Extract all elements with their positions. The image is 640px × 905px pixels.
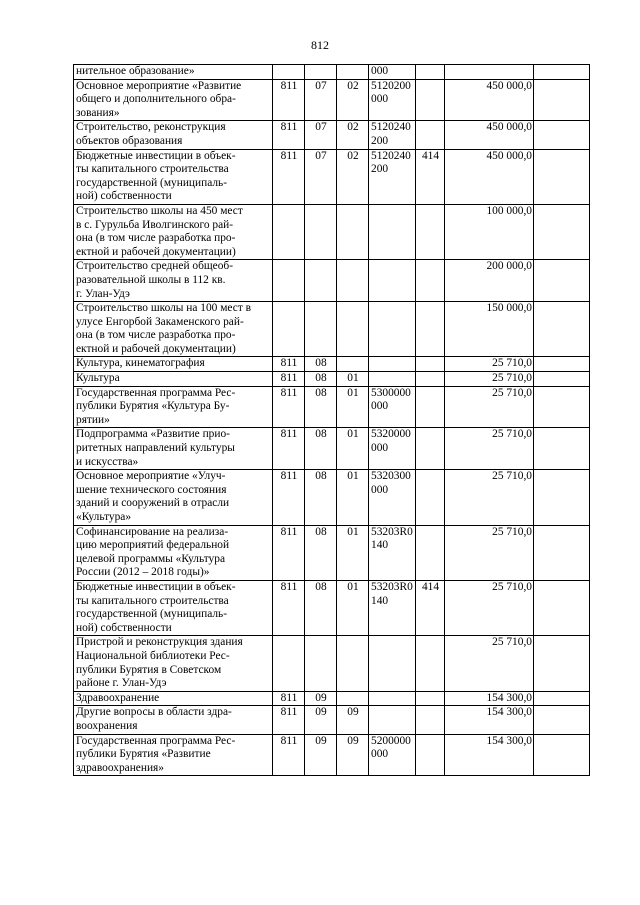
target-item-code-cell-line: 000 [371, 748, 389, 761]
item-name-cell-line: Строительство, реконструкция [76, 121, 226, 134]
section-code-cell: 07 [305, 79, 337, 121]
item-name-cell-line: зования» [76, 106, 120, 119]
item-name-cell-line: Подпрограмма «Развитие прио- [76, 428, 230, 441]
table-row [74, 734, 590, 776]
item-name-cell-line: районе г. Улан-Удэ [76, 677, 167, 690]
empty-column-cell [534, 691, 590, 706]
item-name-cell [74, 636, 273, 691]
section-code-cell: 09 [305, 691, 337, 706]
amount-cell: 100 000,0 [445, 204, 534, 259]
amount-cell: 150 000,0 [445, 302, 534, 357]
target-item-code-cell [369, 121, 416, 149]
expense-type-code-cell [416, 65, 445, 80]
table-row [74, 470, 590, 525]
item-name-cell-line: и искусства» [76, 455, 139, 468]
target-item-code-cell-line: 200 [371, 134, 389, 147]
item-name-cell-line: улусе Енгорбой Закаменского рай- [76, 315, 244, 328]
expense-type-code-cell [416, 372, 445, 387]
table-row [74, 525, 590, 580]
item-name-cell-line: г. Улан-Удэ [76, 287, 130, 300]
item-name-cell-line: шение технического состояния [76, 483, 227, 496]
department-code-cell: 811 [273, 79, 305, 121]
expense-type-code-cell [416, 706, 445, 734]
target-item-code-cell-line: 5120240 [371, 121, 411, 134]
section-code-cell: 08 [305, 470, 337, 525]
item-name-cell [74, 121, 273, 149]
item-name-cell-line: публики Бурятия в Советском [76, 663, 222, 676]
item-name-cell-line: публики Бурятия «Развитие [76, 748, 211, 761]
table-row [74, 65, 590, 80]
item-name-cell [74, 386, 273, 428]
amount-cell [445, 65, 534, 80]
target-item-code-cell-line: 5120200 [371, 79, 411, 92]
item-name-cell-line: целевой программы «Культура [76, 552, 226, 565]
empty-column-cell [534, 65, 590, 80]
item-name-cell-line: ты капитального строительства [76, 163, 229, 176]
item-name-cell [74, 470, 273, 525]
expense-type-code-cell [416, 470, 445, 525]
empty-column-cell [534, 357, 590, 372]
department-code-cell: 811 [273, 372, 305, 387]
subsection-code-cell: 09 [337, 706, 369, 734]
item-name-cell [74, 357, 273, 372]
table-row [74, 691, 590, 706]
expense-type-code-cell [416, 636, 445, 691]
item-name-cell [74, 65, 273, 80]
table-row [74, 204, 590, 259]
section-code-cell [305, 204, 337, 259]
expense-type-code-cell [416, 734, 445, 776]
target-item-code-cell-line: 53203R0 [371, 580, 413, 593]
subsection-code-cell [337, 204, 369, 259]
section-code-cell: 07 [305, 149, 337, 204]
section-code-cell [305, 65, 337, 80]
target-item-code-cell [369, 706, 416, 734]
item-name-cell-line: Бюджетные инвестиции в объек- [76, 149, 236, 162]
amount-cell: 200 000,0 [445, 260, 534, 302]
amount-cell: 450 000,0 [445, 79, 534, 121]
item-name-cell-line: в с. Гурульба Иволгинского рай- [76, 218, 234, 231]
department-code-cell: 811 [273, 121, 305, 149]
department-code-cell: 811 [273, 706, 305, 734]
item-name-cell-line: воохранения [76, 719, 138, 732]
target-item-code-cell [369, 65, 416, 80]
table-row [74, 386, 590, 428]
department-code-cell [273, 260, 305, 302]
department-code-cell [273, 204, 305, 259]
empty-column-cell [534, 372, 590, 387]
target-item-code-cell-line: 140 [371, 539, 389, 552]
subsection-code-cell [337, 260, 369, 302]
target-item-code-cell [369, 260, 416, 302]
item-name-cell-line: цию мероприятий федеральной [76, 539, 230, 552]
target-item-code-cell-line: 5320000 [371, 428, 411, 441]
empty-column-cell [534, 734, 590, 776]
item-name-cell-line: Другие вопросы в области здра- [76, 706, 232, 719]
item-name-cell-line: ной) собственности [76, 621, 172, 634]
target-item-code-cell-line: 140 [371, 594, 389, 607]
subsection-code-cell [337, 636, 369, 691]
expense-type-code-cell [416, 260, 445, 302]
item-name-cell [74, 691, 273, 706]
item-name-cell-line: ты капитального строительства [76, 594, 229, 607]
item-name-cell [74, 79, 273, 121]
table-row [74, 79, 590, 121]
subsection-code-cell: 01 [337, 386, 369, 428]
department-code-cell [273, 65, 305, 80]
department-code-cell [273, 636, 305, 691]
item-name-cell-line: государственной (муниципаль- [76, 608, 228, 621]
target-item-code-cell [369, 302, 416, 357]
subsection-code-cell [337, 65, 369, 80]
item-name-cell-line: Основное мероприятие «Развитие [76, 79, 242, 92]
section-code-cell: 08 [305, 580, 337, 635]
item-name-cell-line: она (в том числе разработка про- [76, 329, 236, 342]
item-name-cell-line: общего и дополнительного обра- [76, 93, 236, 106]
subsection-code-cell [337, 357, 369, 372]
item-name-cell-line: Пристрой и реконструкция здания [76, 636, 243, 649]
target-item-code-cell [369, 386, 416, 428]
table-row [74, 636, 590, 691]
expense-type-code-cell: 414 [416, 149, 445, 204]
section-code-cell: 08 [305, 372, 337, 387]
department-code-cell: 811 [273, 734, 305, 776]
empty-column-cell [534, 636, 590, 691]
expense-type-code-cell [416, 121, 445, 149]
item-name-cell-line: государственной (муниципаль- [76, 176, 228, 189]
department-code-cell: 811 [273, 580, 305, 635]
table-row [74, 706, 590, 734]
table-row [74, 149, 590, 204]
item-name-cell [74, 706, 273, 734]
subsection-code-cell [337, 302, 369, 357]
item-name-cell-line: разовательной школы в 112 кв. [76, 273, 226, 286]
target-item-code-cell-line: 5320300 [371, 470, 411, 483]
amount-cell: 154 300,0 [445, 734, 534, 776]
item-name-cell [74, 580, 273, 635]
target-item-code-cell-line: 000 [371, 442, 389, 455]
subsection-code-cell: 02 [337, 149, 369, 204]
subsection-code-cell: 02 [337, 121, 369, 149]
empty-column-cell [534, 302, 590, 357]
item-name-cell-line: Культура [76, 372, 120, 385]
target-item-code-cell [369, 79, 416, 121]
target-item-code-cell-line: 000 [371, 483, 389, 496]
item-name-cell-line: Государственная программа Рес- [76, 734, 236, 747]
subsection-code-cell: 01 [337, 470, 369, 525]
expense-type-code-cell [416, 386, 445, 428]
empty-column-cell [534, 386, 590, 428]
target-item-code-cell [369, 428, 416, 470]
item-name-cell-line: Здравоохранение [76, 691, 160, 704]
item-name-cell [74, 734, 273, 776]
target-item-code-cell-line: 000 [371, 93, 389, 106]
section-code-cell: 09 [305, 706, 337, 734]
target-item-code-cell-line: 5120240 [371, 149, 411, 162]
item-name-cell-line: ектной и рабочей документации) [76, 245, 236, 258]
item-name-cell-line: нительное образование» [76, 65, 195, 77]
section-code-cell [305, 636, 337, 691]
item-name-cell [74, 428, 273, 470]
subsection-code-cell: 09 [337, 734, 369, 776]
expense-type-code-cell [416, 302, 445, 357]
amount-cell: 25 710,0 [445, 525, 534, 580]
item-name-cell-line: Основное мероприятие «Улуч- [76, 470, 226, 483]
section-code-cell: 09 [305, 734, 337, 776]
item-name-cell [74, 372, 273, 387]
empty-column-cell [534, 706, 590, 734]
expense-type-code-cell [416, 525, 445, 580]
item-name-cell [74, 204, 273, 259]
target-item-code-cell [369, 734, 416, 776]
section-code-cell: 08 [305, 428, 337, 470]
subsection-code-cell: 01 [337, 580, 369, 635]
item-name-cell-line: Строительство школы на 450 мест [76, 204, 243, 217]
item-name-cell-line: публики Бурятия «Культура Бу- [76, 400, 230, 413]
department-code-cell: 811 [273, 149, 305, 204]
expense-type-code-cell [416, 204, 445, 259]
department-code-cell: 811 [273, 470, 305, 525]
section-code-cell: 08 [305, 386, 337, 428]
item-name-cell-line: Культура, кинематография [76, 357, 205, 370]
item-name-cell-line: Государственная программа Рес- [76, 386, 236, 399]
item-name-cell-line: России (2012 – 2018 годы)» [76, 566, 210, 579]
table-row [74, 260, 590, 302]
empty-column-cell [534, 149, 590, 204]
department-code-cell: 811 [273, 357, 305, 372]
table-row [74, 428, 590, 470]
empty-column-cell [534, 470, 590, 525]
subsection-code-cell [337, 691, 369, 706]
target-item-code-cell [369, 372, 416, 387]
item-name-cell-line: ектной и рабочей документации) [76, 342, 236, 355]
target-item-code-cell-line: 000 [371, 400, 389, 413]
section-code-cell: 07 [305, 121, 337, 149]
section-code-cell [305, 302, 337, 357]
budget-table [73, 64, 590, 776]
table-row [74, 357, 590, 372]
item-name-cell [74, 149, 273, 204]
expense-type-code-cell [416, 79, 445, 121]
item-name-cell [74, 260, 273, 302]
table-row [74, 372, 590, 387]
empty-column-cell [534, 580, 590, 635]
item-name-cell-line: Национальной библиотеки Рес- [76, 649, 230, 662]
section-code-cell: 08 [305, 357, 337, 372]
target-item-code-cell-line: 000 [371, 65, 389, 77]
expense-type-code-cell [416, 691, 445, 706]
item-name-cell-line: Строительство средней общеоб- [76, 260, 233, 273]
page-number: 812 [311, 38, 329, 52]
expense-type-code-cell [416, 428, 445, 470]
empty-column-cell [534, 428, 590, 470]
empty-column-cell [534, 260, 590, 302]
table-row [74, 121, 590, 149]
department-code-cell [273, 302, 305, 357]
expense-type-code-cell: 414 [416, 580, 445, 635]
target-item-code-cell-line: 5200000 [371, 734, 411, 747]
amount-cell: 25 710,0 [445, 580, 534, 635]
department-code-cell: 811 [273, 386, 305, 428]
empty-column-cell [534, 204, 590, 259]
item-name-cell-line: Бюджетные инвестиции в объек- [76, 580, 236, 593]
subsection-code-cell: 01 [337, 525, 369, 580]
subsection-code-cell: 01 [337, 372, 369, 387]
target-item-code-cell [369, 691, 416, 706]
amount-cell: 25 710,0 [445, 636, 534, 691]
expense-type-code-cell [416, 357, 445, 372]
amount-cell: 25 710,0 [445, 372, 534, 387]
item-name-cell-line: ритетных направлений культуры [76, 442, 235, 455]
item-name-cell-line: Строительство школы на 100 мест в [76, 302, 252, 315]
department-code-cell: 811 [273, 525, 305, 580]
amount-cell: 154 300,0 [445, 706, 534, 734]
section-code-cell: 08 [305, 525, 337, 580]
item-name-cell-line: зданий и сооружений в отрасли [76, 497, 230, 510]
table-row [74, 302, 590, 357]
target-item-code-cell [369, 580, 416, 635]
item-name-cell-line: объектов образования [76, 134, 183, 147]
amount-cell: 25 710,0 [445, 357, 534, 372]
subsection-code-cell: 02 [337, 79, 369, 121]
target-item-code-cell [369, 204, 416, 259]
subsection-code-cell: 01 [337, 428, 369, 470]
item-name-cell [74, 525, 273, 580]
target-item-code-cell-line: 53203R0 [371, 525, 413, 538]
empty-column-cell [534, 79, 590, 121]
amount-cell: 450 000,0 [445, 149, 534, 204]
item-name-cell-line: она (в том числе разработка про- [76, 232, 236, 245]
budget-table-body [74, 65, 590, 776]
amount-cell: 25 710,0 [445, 470, 534, 525]
item-name-cell-line: Софинансирование на реализа- [76, 525, 229, 538]
amount-cell: 450 000,0 [445, 121, 534, 149]
item-name-cell-line: ной) собственности [76, 190, 172, 203]
target-item-code-cell [369, 149, 416, 204]
item-name-cell-line: «Культура» [76, 511, 132, 523]
amount-cell: 154 300,0 [445, 691, 534, 706]
target-item-code-cell [369, 636, 416, 691]
amount-cell: 25 710,0 [445, 428, 534, 470]
target-item-code-cell-line: 5300000 [371, 386, 411, 399]
target-item-code-cell [369, 470, 416, 525]
department-code-cell: 811 [273, 428, 305, 470]
target-item-code-cell [369, 357, 416, 372]
item-name-cell [74, 302, 273, 357]
section-code-cell [305, 260, 337, 302]
item-name-cell-line: здравоохранения» [76, 761, 164, 774]
amount-cell: 25 710,0 [445, 386, 534, 428]
empty-column-cell [534, 121, 590, 149]
target-item-code-cell [369, 525, 416, 580]
empty-column-cell [534, 525, 590, 580]
item-name-cell-line: рятии» [76, 413, 110, 426]
table-row [74, 580, 590, 635]
department-code-cell: 811 [273, 691, 305, 706]
target-item-code-cell-line: 200 [371, 163, 389, 176]
